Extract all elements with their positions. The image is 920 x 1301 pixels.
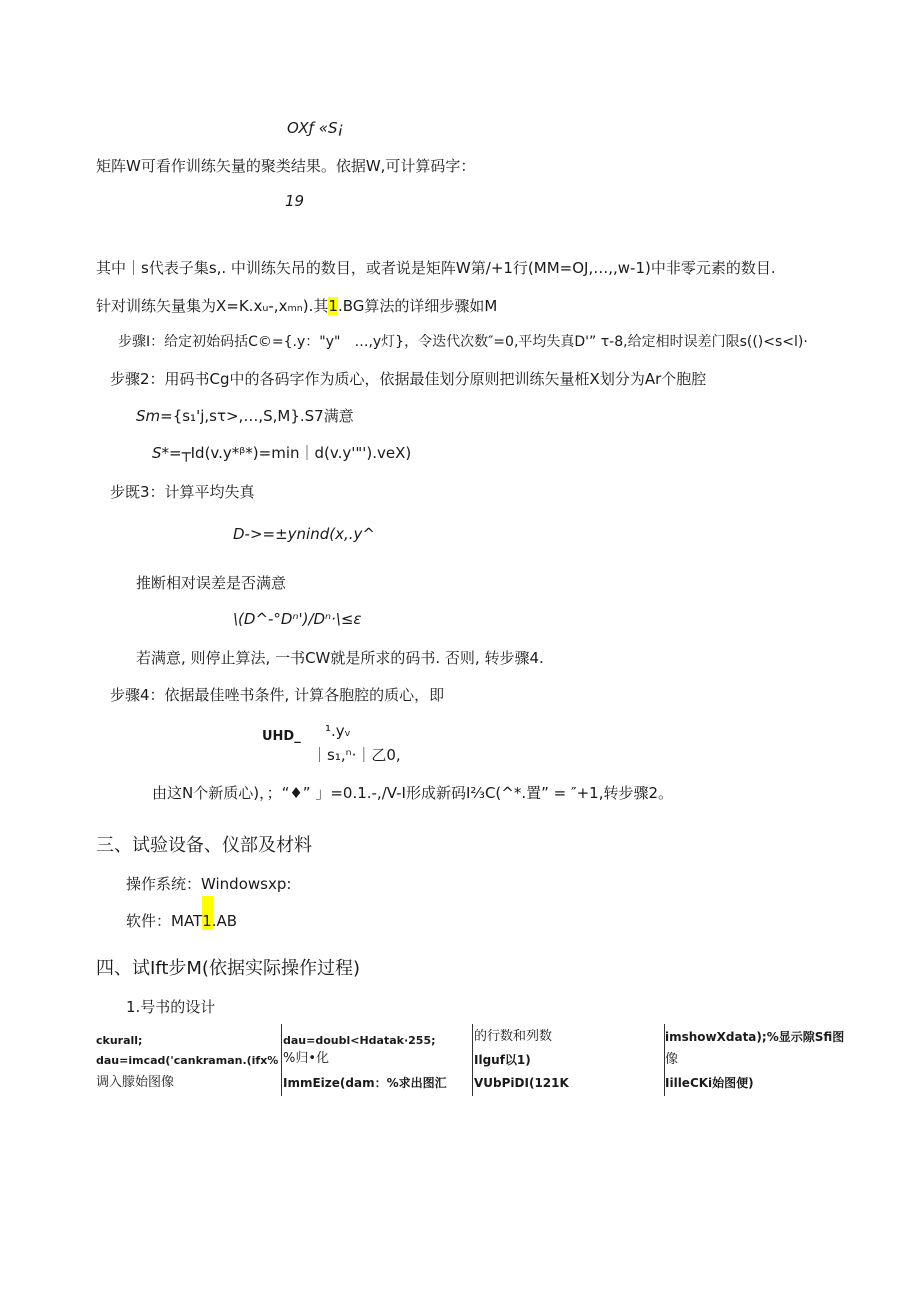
judge-error-formula: \(D^-°Dⁿ')/Dⁿ·\≤ε	[233, 610, 362, 628]
code-cell: imshowXdata);%显示隙Sfi图	[665, 1030, 845, 1044]
code-cell: ckurall;	[96, 1034, 143, 1047]
code-table-divider	[281, 1024, 282, 1096]
code-cell: VUbPiDI(121K	[474, 1076, 569, 1090]
step-1: 步骤I：给定初始码括C©={.y："y" …,y灯}，令迭代次数″=0,平均失真D'” τ-8,给定相时误差门限s(()<s<l)·	[118, 334, 808, 350]
highlight-marker: 1	[328, 297, 338, 315]
code-cell: 像	[665, 1052, 679, 1067]
satisfy-condition-line: 若满意, 则停止算法, 一书CW就是所求的码书. 否则, 转步骤4.	[136, 649, 544, 667]
code-cell: Ilguf以1)	[474, 1053, 531, 1067]
step-4-formula-label: UHD_	[262, 729, 301, 744]
os-line: 操作系统：Windowsxp:	[126, 875, 292, 893]
step-2: 步骤2：用码书Cg中的各码字作为质心，依据最佳划分原则把训练矢量栣X划分为Ar个胞腔	[110, 370, 707, 388]
step-2-formula-2-lhs: S*=	[152, 444, 182, 462]
step-2-formula-1-lhs: Sm=	[136, 407, 173, 425]
step-2-formula-1	[136, 406, 354, 426]
step-4: 步骤4：依据最佳唑书条件, 计算各胞腔的质心，即	[110, 686, 445, 704]
code-cell: dau=doubl<Hdatak·255;	[283, 1034, 436, 1047]
step-3-formula: D->=±ynind(x,.y^	[233, 525, 375, 543]
code-cell: dau=imcad('cankraman.(ifx%	[96, 1054, 279, 1067]
software-line-hl: 1	[202, 912, 212, 930]
paragraph-lbg-steps-intro	[96, 296, 497, 316]
software-line	[126, 911, 237, 931]
formula-line-1: OXƒ «S¡	[287, 119, 344, 137]
paragraph-lbg-steps-intro-a: 针对训练矢量集为X=K.xᵤ-,xₘₙ).其	[96, 297, 329, 315]
code-cell: 的行数和列数	[474, 1029, 553, 1044]
step-4-formula-denominator: ｜s₁,ⁿ·｜乙0,	[312, 746, 401, 764]
judge-error-line: 推断相对误差是否满意	[136, 574, 287, 592]
code-cell: IilleCKi始图便)	[665, 1076, 754, 1090]
software-line-a: 软件：MAT	[126, 912, 203, 930]
step-2-formula-2-rhs: ┬Id(v.y*ᵝ*)=min｜d(v.y'"').veX)	[181, 444, 412, 462]
step-3: 步既3：计算平均失真	[110, 483, 255, 501]
paragraph-codebook-intro: 矩阵W可看作训练矢量的聚类结果。依据W,可计算码字：	[96, 157, 476, 175]
code-cell: 调入朦始图像	[96, 1075, 175, 1090]
new-codebook-line: 由这N个新质心)，；“♦” 」=0.1.-,/V-I形成新码I⅔C(^*.置” = ″+1,转步骤2。	[152, 784, 674, 802]
software-line-b: .AB	[211, 912, 238, 930]
formula-line-2: 19	[285, 192, 305, 210]
step-2-formula-2	[152, 443, 411, 463]
paragraph-lbg-steps-intro-b: .BG算法的详细步骤如M	[337, 297, 498, 315]
paragraph-subset-definition: 其中｜s代表子集s,. 中训练矢吊的数目，或者说是矩阵W第/+1行(MM=OJ,…,,w-1)中非零元素的数目.	[96, 259, 776, 277]
step-2-formula-1-rhs: {s₁'j,sτ>,…,S,M}.S7满意	[172, 407, 354, 425]
section-4-title: 四、试Ift步M(依据实际操作过程)	[96, 958, 360, 979]
section-3-title: 三、试验设备、仪部及材料	[96, 835, 312, 856]
code-cell: ImmEize(dam：%求出图汇	[283, 1076, 447, 1090]
code-table-divider	[472, 1024, 473, 1096]
subsection-codebook-design: 1.号书的设计	[126, 998, 216, 1016]
code-cell: %归•化	[283, 1051, 330, 1066]
step-4-formula-numerator: ¹.yᵥ	[325, 722, 351, 740]
